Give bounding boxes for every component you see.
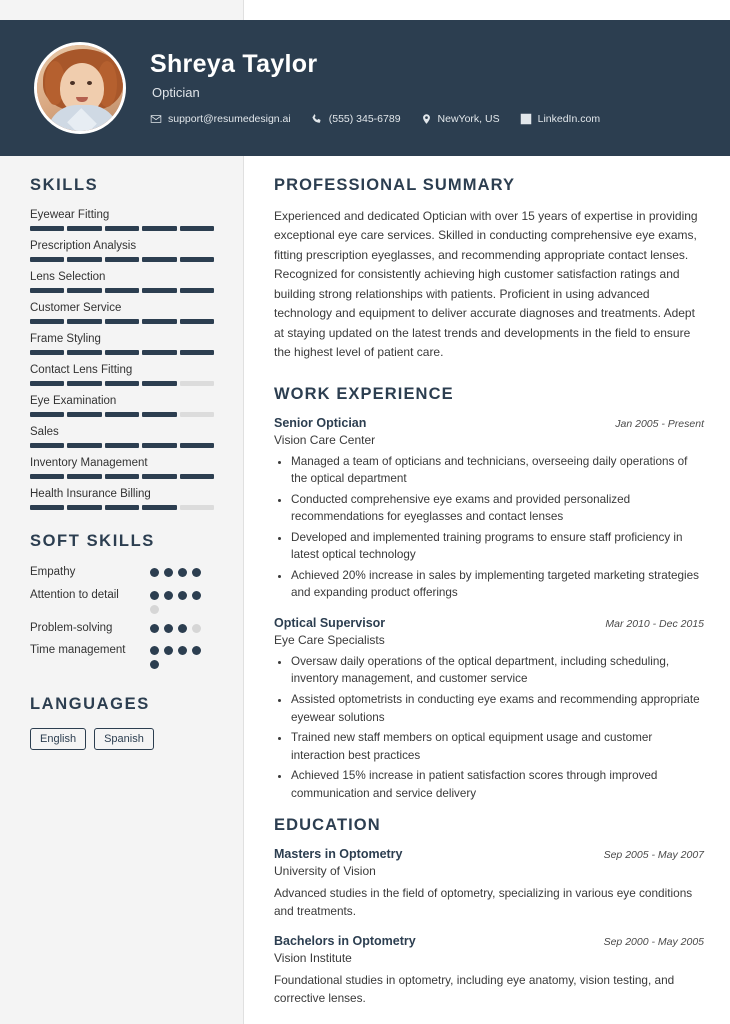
- education-description: Advanced studies in the field of optometry, specializing in various eye conditions and treatments.: [274, 886, 693, 919]
- skill-bar-segment: [30, 412, 64, 417]
- skill-bar-segment: [180, 257, 214, 262]
- skill-item: [30, 488, 214, 510]
- soft-skill-item: [30, 643, 214, 669]
- skill-bar-segment: [180, 226, 214, 231]
- soft-skill-label: Empathy: [30, 566, 76, 578]
- skill-bar-segment: [142, 505, 176, 510]
- soft-skill-label: Attention to detail: [30, 588, 119, 601]
- skill-bar-segment: [30, 257, 64, 262]
- skill-level-bar: [30, 288, 214, 293]
- job-bullet: • Developed and implemented training programs to ensure staff proficiency in latest optical technology: [291, 529, 704, 564]
- rating-dot: [192, 624, 201, 633]
- skill-bar-segment: [180, 319, 214, 324]
- school-name: Vision Institute: [274, 951, 352, 966]
- skill-bar-segment: [180, 288, 214, 293]
- education-list: [274, 847, 704, 1008]
- soft-skill-item: [30, 588, 214, 614]
- soft-skill-rating: [150, 643, 214, 669]
- skill-bar-segment: [30, 381, 64, 386]
- skill-label: Customer Service: [30, 302, 122, 314]
- skill-bar-segment: [30, 319, 64, 324]
- envelope-icon: [150, 113, 162, 125]
- education-entry: [274, 934, 704, 1008]
- skill-bar-segment: [105, 412, 139, 417]
- sidebar: [0, 176, 244, 750]
- rating-dot: [150, 660, 159, 669]
- job-organization: Vision Care Center: [274, 432, 376, 447]
- skill-level-bar: [30, 319, 214, 324]
- skill-level-bar: [30, 350, 214, 355]
- skill-label: Inventory Management: [30, 457, 148, 469]
- skill-bar-segment: [180, 381, 214, 386]
- skill-bar-segment: [30, 288, 64, 293]
- contact-location-text: NewYork, US: [437, 112, 500, 125]
- job-bullet: • Trained new staff members on optical equipment usage and customer interaction best practices: [291, 729, 704, 764]
- job-header: [274, 616, 704, 630]
- skill-bar-segment: [105, 257, 139, 262]
- header-text-block: [150, 51, 600, 125]
- soft-skill-label: Problem-solving: [30, 621, 113, 634]
- phone-icon: [311, 113, 323, 125]
- summary-heading: PROFESSIONAL SUMMARY: [274, 176, 516, 194]
- skill-bar-segment: [30, 443, 64, 448]
- skill-label: Lens Selection: [30, 271, 106, 283]
- skill-bar-segment: [142, 350, 176, 355]
- skill-bar-segment: [105, 319, 139, 324]
- skill-level-bar: [30, 381, 214, 386]
- work-experience-list: [274, 416, 704, 803]
- skill-level-bar: [30, 474, 214, 479]
- skill-bar-segment: [105, 226, 139, 231]
- skill-item: [30, 426, 214, 448]
- rating-dot: [178, 591, 187, 600]
- skill-label: Health Insurance Billing: [30, 488, 151, 500]
- language-tag: Spanish: [94, 728, 154, 750]
- soft-skill-item: [30, 621, 214, 637]
- skill-bar-segment: [142, 319, 176, 324]
- skill-level-bar: [30, 443, 214, 448]
- skill-item: [30, 271, 214, 293]
- language-tag: English: [30, 728, 86, 750]
- skill-item: [30, 364, 214, 386]
- rating-dot: [164, 624, 173, 633]
- education-description: Foundational studies in optometry, including eye anatomy, vision testing, and corrective lenses.: [274, 973, 675, 1006]
- linkedin-icon: [520, 113, 532, 125]
- skill-label: Sales: [30, 426, 59, 438]
- job-bullet: • Oversaw daily operations of the optical department, including scheduling, inventory management, and customer service: [291, 653, 704, 688]
- skill-bar-segment: [180, 350, 214, 355]
- education-date: Sep 2005 - May 2007: [603, 849, 704, 862]
- job-title: Optical Supervisor: [274, 615, 386, 630]
- job-bullet-list: [291, 453, 704, 602]
- contact-email-text: support@resumedesign.ai: [168, 112, 291, 125]
- rating-dot: [192, 646, 201, 655]
- skill-bar-segment: [142, 443, 176, 448]
- contact-phone-text: (555) 345-6789: [328, 112, 401, 125]
- job-organization: Eye Care Specialists: [274, 632, 385, 647]
- skill-bar-segment: [105, 443, 139, 448]
- degree-title: Bachelors in Optometry: [274, 934, 416, 949]
- skill-item: [30, 240, 214, 262]
- skill-bar-segment: [180, 412, 214, 417]
- skill-bar-segment: [142, 412, 176, 417]
- languages-heading: LANGUAGES: [30, 695, 150, 714]
- skill-bar-segment: [142, 288, 176, 293]
- rating-dot: [150, 591, 159, 600]
- skill-level-bar: [30, 412, 214, 417]
- skill-bar-segment: [142, 226, 176, 231]
- contact-location[interactable]: [421, 113, 500, 125]
- rating-dot: [178, 624, 187, 633]
- skill-level-bar: [30, 226, 214, 231]
- rating-dot: [164, 646, 173, 655]
- skill-label: Frame Styling: [30, 333, 101, 345]
- skill-bar-segment: [67, 505, 101, 510]
- soft-skill-rating: [150, 588, 214, 614]
- rating-dot: [192, 568, 201, 577]
- languages-list: [30, 728, 214, 750]
- skill-level-bar: [30, 257, 214, 262]
- education-date: Sep 2000 - May 2005: [603, 936, 704, 949]
- education-header: [274, 847, 704, 861]
- skill-bar-segment: [105, 288, 139, 293]
- job-bullet: • Assisted optometrists in conducting eye exams and recommending appropriate eyewear solutions: [291, 691, 704, 726]
- job-role: Optician: [152, 84, 200, 100]
- skill-bar-segment: [142, 381, 176, 386]
- skill-item: [30, 395, 214, 417]
- soft-skill-rating: [150, 621, 214, 633]
- skill-bar-segment: [142, 474, 176, 479]
- skill-bar-segment: [67, 226, 101, 231]
- skill-item: [30, 333, 214, 355]
- skill-bar-segment: [30, 505, 64, 510]
- summary-text: Experienced and dedicated Optician with over 15 years of expertise in providing exceptional eye care services. Skilled in conducting comprehensive eye exams, fitting prescription eyeglasses, and recommending appropriate contact lenses. Recognized for consistently achieving high customer satisfaction ratings and building strong relationships with patients. Proficient in using advanced technology and equipment to deliver accurate diagnoses and treatments. Adept at staying updated on the latest trends and developments in the field to ensure the highest level of patient care.: [274, 209, 698, 360]
- contact-linkedin-text: LinkedIn.com: [537, 112, 601, 125]
- location-pin-icon: [421, 113, 432, 125]
- skill-label: Eyewear Fitting: [30, 209, 110, 221]
- skill-bar-segment: [105, 474, 139, 479]
- rating-dot: [150, 624, 159, 633]
- skill-bar-segment: [67, 319, 101, 324]
- contact-phone[interactable]: [311, 113, 401, 125]
- skill-bar-segment: [30, 226, 64, 231]
- degree-title: Masters in Optometry: [274, 847, 403, 862]
- rating-dot: [150, 605, 159, 614]
- rating-dot: [192, 591, 201, 600]
- rating-dot: [150, 568, 159, 577]
- resume-header: [0, 20, 730, 156]
- skill-bar-segment: [105, 350, 139, 355]
- skill-label: Contact Lens Fitting: [30, 364, 133, 376]
- skill-label: Prescription Analysis: [30, 240, 137, 252]
- job-title: Senior Optician: [274, 415, 367, 430]
- contact-list: [150, 113, 600, 125]
- rating-dot: [178, 568, 187, 577]
- job-date: Mar 2010 - Dec 2015: [605, 617, 704, 630]
- page-title: Shreya Taylor: [150, 50, 318, 79]
- skill-bar-segment: [105, 505, 139, 510]
- skill-bar-segment: [105, 381, 139, 386]
- skills-list: [30, 209, 214, 510]
- job-bullet-list: [291, 653, 704, 802]
- skill-bar-segment: [67, 381, 101, 386]
- skill-level-bar: [30, 505, 214, 510]
- soft-skill-label: Time management: [30, 644, 126, 657]
- job-entry: [274, 416, 704, 602]
- skill-bar-segment: [180, 474, 214, 479]
- skill-bar-segment: [67, 350, 101, 355]
- job-bullet: • Achieved 15% increase in patient satisfaction scores through improved communication and service delivery: [291, 767, 704, 802]
- education-entry: [274, 847, 704, 921]
- avatar: [34, 42, 126, 134]
- rating-dot: [178, 646, 187, 655]
- rating-dot: [164, 591, 173, 600]
- school-name: University of Vision: [274, 864, 376, 879]
- skill-bar-segment: [180, 505, 214, 510]
- skill-bar-segment: [67, 288, 101, 293]
- job-bullet: • Managed a team of opticians and technicians, overseeing daily operations of the optical department: [291, 453, 704, 488]
- job-header: [274, 416, 704, 430]
- soft-skills-heading: SOFT SKILLS: [30, 532, 155, 550]
- rating-dot: [164, 568, 173, 577]
- main-content: [274, 176, 704, 1021]
- work-experience-heading: WORK EXPERIENCE: [274, 384, 454, 403]
- soft-skill-item: [30, 565, 214, 581]
- contact-email[interactable]: [150, 113, 291, 125]
- skill-item: [30, 302, 214, 324]
- education-header: [274, 934, 704, 948]
- job-entry: [274, 616, 704, 802]
- skill-bar-segment: [67, 443, 101, 448]
- skill-item: [30, 209, 214, 231]
- soft-skill-rating: [150, 565, 214, 577]
- skill-bar-segment: [180, 443, 214, 448]
- soft-skills-list: [30, 565, 214, 669]
- skill-bar-segment: [30, 474, 64, 479]
- skill-bar-segment: [67, 257, 101, 262]
- skill-label: Eye Examination: [30, 395, 117, 407]
- job-date: Jan 2005 - Present: [615, 417, 704, 430]
- skill-bar-segment: [67, 474, 101, 479]
- skill-bar-segment: [30, 350, 64, 355]
- job-bullet: • Achieved 20% increase in sales by implementing targeted marketing strategies and expanding product offerings: [291, 567, 704, 602]
- skill-bar-segment: [142, 257, 176, 262]
- job-bullet: • Conducted comprehensive eye exams and provided personalized recommendations for eyeglasses and contact lenses: [291, 491, 704, 526]
- contact-linkedin[interactable]: [520, 113, 600, 125]
- skills-heading: SKILLS: [30, 176, 99, 194]
- rating-dot: [150, 646, 159, 655]
- skill-item: [30, 457, 214, 479]
- education-heading: EDUCATION: [274, 816, 381, 835]
- skill-bar-segment: [67, 412, 101, 417]
